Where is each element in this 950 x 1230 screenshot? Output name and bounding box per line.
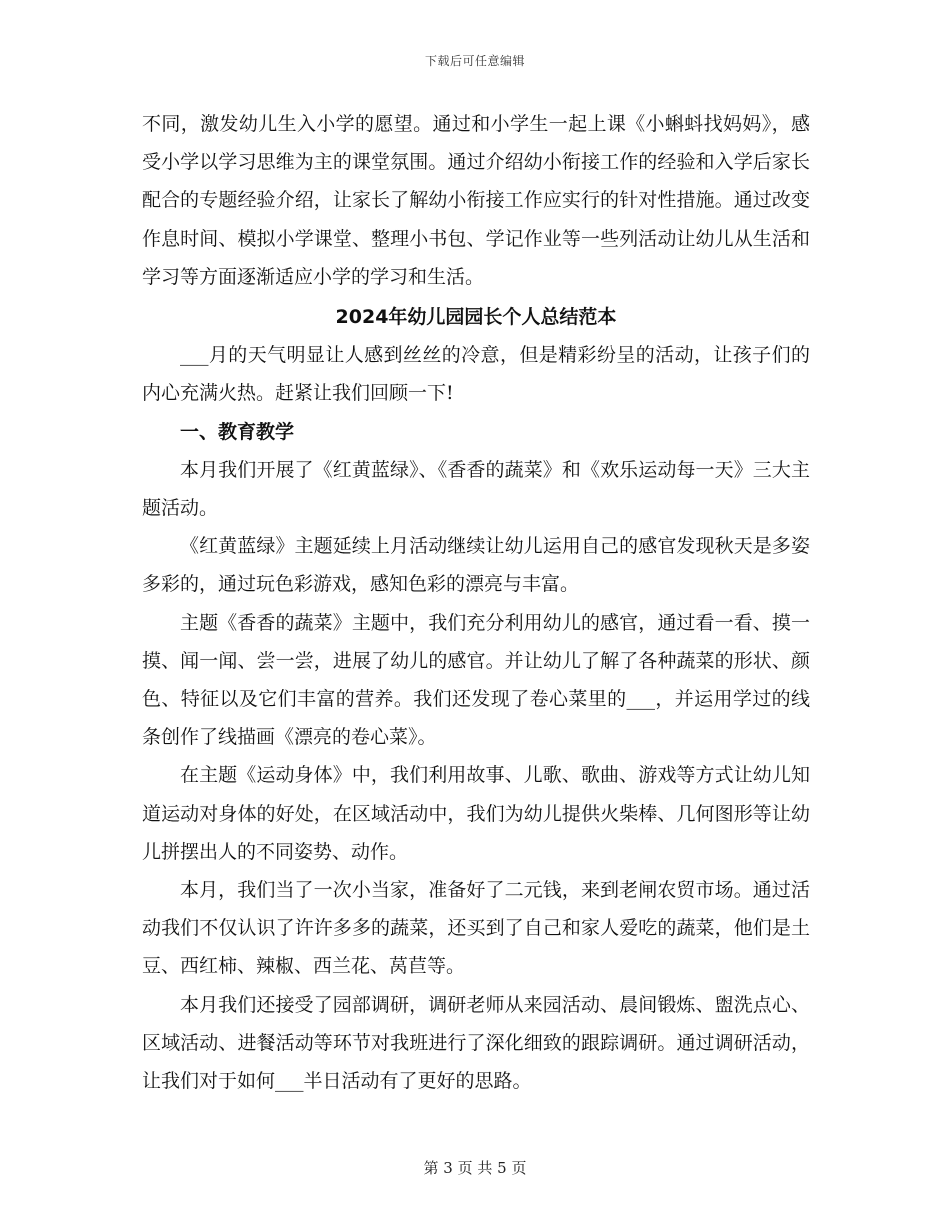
body-paragraph-6: 本月我们还接受了园部调研，调研老师从来园活动、晨间锻炼、盥洗点心、区域活动、进餐活动等环节对我班进行了深化细致的跟踪调研。通过调研活动，让我们对于如何___半日活动有了更好的思路。 (142, 993, 810, 1093)
body-paragraph-5: 本月，我们当了一次小当家，准备好了二元钱，来到老闸农贸市场。通过活动我们不仅认识了许许多多的蔬菜，还买到了自己和家人爱吃的蔬菜，他们是土豆、西红柿、辣椒、西兰花、莴苣等。 (142, 879, 810, 978)
document-title: 2024年幼儿园园长个人总结范本 (335, 306, 617, 329)
page-header: 下载后可任意编辑 (424, 54, 525, 68)
section-heading: 一、教育教学 (180, 420, 295, 443)
page-number: 第 3 页 共 5 页 (423, 1159, 527, 1177)
document-body (142, 105, 810, 1100)
continuation-paragraph: 不同，激发幼儿生入小学的愿望。通过和小学生一起上课《小蝌蚪找妈妈》，感受小学以学习思维为主的课堂氛围。通过介绍幼小衔接工作的经验和入学后家长配合的专题经验介绍，让家长了解幼小衔接工作应实行的针对性措施。通过改变作息时间、模拟小学课堂、整理小书包、学记作业等一些列活动让幼儿从生活和学习等方面逐渐适应小学的学习和生活。 (142, 113, 810, 288)
body-paragraph-3: 主题《香香的蔬菜》主题中，我们充分利用幼儿的感官，通过看一看、摸一摸、闻一闻、尝一尝，进展了幼儿的感官。并让幼儿了解了各种蔬菜的形状、颜色、特征以及它们丰富的营养。我们还发现了卷心菜里的___，并运用学过的线条创作了线描画《漂亮的卷心菜》。 (142, 611, 810, 749)
body-paragraph-2: 《红黄蓝绿》主题延续上月活动继续让幼儿运用自己的感官发现秋天是多姿多彩的，通过玩色彩游戏，感知色彩的漂亮与丰富。 (142, 535, 810, 596)
body-paragraph-1: 本月我们开展了《红黄蓝绿》、《香香的蔬菜》和《欢乐运动每一天》三大主题活动。 (142, 458, 810, 520)
body-paragraph-4: 在主题《运动身体》中，我们利用故事、儿歌、歌曲、游戏等方式让幼儿知道运动对身体的好处，在区域活动中，我们为幼儿提供火柴棒、几何图形等让幼儿拼摆出人的不同姿势、动作。 (142, 764, 810, 863)
intro-paragraph: ___月的天气明显让人感到丝丝的冷意，但是精彩纷呈的活动，让孩子们的内心充满火热。赶紧让我们回顾一下! (142, 344, 810, 405)
